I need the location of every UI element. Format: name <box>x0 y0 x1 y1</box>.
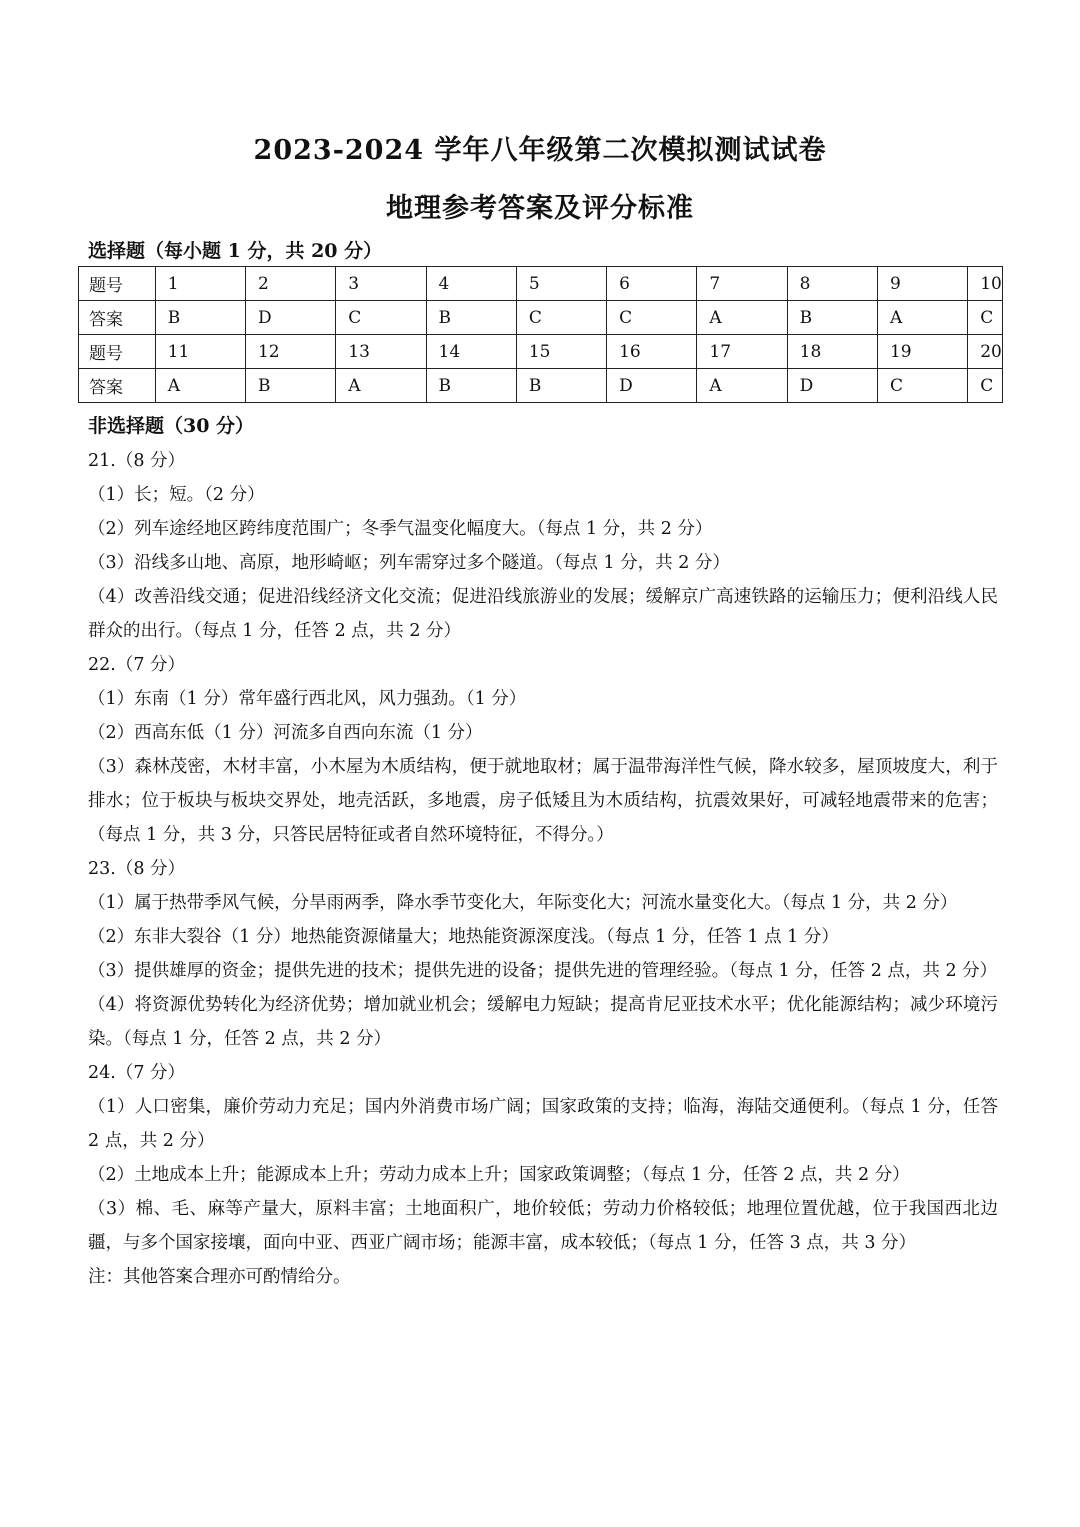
table-cell: C <box>336 301 426 335</box>
table-cell: D <box>787 369 877 403</box>
table-row <box>79 267 1003 301</box>
answer-line: （4）改善沿线交通；促进沿线经济文化交流；促进沿线旅游业的发展；缓解京广高速铁路的运输压力；便利沿线人民群众的出行。（每点 1 分，任答 2 点，共 2 分） <box>88 587 998 641</box>
table-cell: C <box>877 369 967 403</box>
question-heading: 24.（7 分） <box>88 1063 186 1083</box>
table-row <box>79 369 1003 403</box>
table-cell: B <box>245 369 335 403</box>
table-cell: B <box>155 301 245 335</box>
table-row <box>79 301 1003 335</box>
answer-line: （1）人口密集，廉价劳动力充足；国内外消费市场广阔；国家政策的支持；临海，海陆交通便利。（每点 1 分，任答 2 点，共 2 分） <box>88 1097 998 1151</box>
answer-line: （2）东非大裂谷（1 分）地热能资源储量大；地热能资源深度浅。（每点 1 分，任答 1 点 1 分） <box>88 927 839 947</box>
table-cell: D <box>607 369 697 403</box>
footnote: 注：其他答案合理亦可酌情给分。 <box>88 1267 351 1287</box>
table-cell: C <box>968 301 1003 335</box>
question-heading: 21.（8 分） <box>88 451 186 471</box>
table-cell: A <box>336 369 426 403</box>
table-cell: B <box>787 301 877 335</box>
table-cell: 6 <box>607 267 697 301</box>
table-cell: C <box>968 369 1003 403</box>
table-cell: A <box>877 301 967 335</box>
answer-line: （3）棉、毛、麻等产量大，原料丰富；土地面积广，地价较低；劳动力价格较低；地理位置优越，位于我国西北边疆，与多个国家接壤，面向中亚、西亚广阔市场；能源丰富，成本较低；（每点 1 分，任答 3 点，共 3 分） <box>88 1199 998 1253</box>
table-cell: 8 <box>787 267 877 301</box>
table-cell: 3 <box>336 267 426 301</box>
table-cell: 13 <box>336 335 426 369</box>
choice-section-label: 选择题（每小题 1 分，共 20 分） <box>88 240 383 262</box>
answer-line: （1）属于热带季风气候，分旱雨两季，降水季节变化大，年际变化大；河流水量变化大。（每点 1 分，共 2 分） <box>88 893 958 913</box>
table-cell: 19 <box>877 335 967 369</box>
table-cell: 题号 <box>79 267 156 301</box>
table-cell: B <box>426 369 516 403</box>
table-cell: 5 <box>516 267 606 301</box>
table-cell: 11 <box>155 335 245 369</box>
answer-line: （3）沿线多山地、高原，地形崎岖；列车需穿过多个隧道。（每点 1 分，共 2 分） <box>88 553 730 573</box>
table-cell: C <box>516 301 606 335</box>
table-cell: A <box>697 369 787 403</box>
table-cell: C <box>607 301 697 335</box>
table-cell: 题号 <box>79 335 156 369</box>
table-cell: 7 <box>697 267 787 301</box>
answer-line: （3）提供雄厚的资金；提供先进的技术；提供先进的设备；提供先进的管理经验。（每点 1 分，任答 2 点，共 2 分） <box>88 961 998 981</box>
table-cell: 4 <box>426 267 516 301</box>
table-cell: 10 <box>968 267 1003 301</box>
table-cell: 12 <box>245 335 335 369</box>
table-cell: 16 <box>607 335 697 369</box>
question-heading: 22.（7 分） <box>88 655 186 675</box>
table-cell: 2 <box>245 267 335 301</box>
table-cell: 9 <box>877 267 967 301</box>
page-title: 2023-2024 学年八年级第二次模拟测试试卷 <box>253 135 827 166</box>
answer-line: （2）西高东低（1 分）河流多自西向东流（1 分） <box>88 723 483 743</box>
table-cell: 答案 <box>79 301 156 335</box>
question-heading: 23.（8 分） <box>88 859 186 879</box>
nonchoice-section-label: 非选择题（30 分） <box>88 415 255 437</box>
choice-answer-table <box>78 266 1003 403</box>
answer-line: （3）森林茂密，木材丰富，小木屋为木质结构，便于就地取材；属于温带海洋性气候，降水较多，屋顶坡度大，利于排水；位于板块与板块交界处，地壳活跃，多地震，房子低矮且为木质结构，抗震效果好，可减轻地震带来的危害；（每点 1 分，共 3 分，只答民居特征或者自然环境特征，不得分。） <box>88 757 998 845</box>
table-cell: 17 <box>697 335 787 369</box>
answer-body <box>88 444 998 1294</box>
answer-line: （2）土地成本上升；能源成本上升；劳动力成本上升；国家政策调整；（每点 1 分，任答 2 点，共 2 分） <box>88 1165 910 1185</box>
page-subtitle: 地理参考答案及评分标准 <box>386 193 694 224</box>
table-cell: 1 <box>155 267 245 301</box>
table-row <box>79 335 1003 369</box>
table-cell: 14 <box>426 335 516 369</box>
answer-line: （1）长；短。（2 分） <box>88 485 265 505</box>
table-cell: B <box>516 369 606 403</box>
answer-line: （4）将资源优势转化为经济优势；增加就业机会；缓解电力短缺；提高肯尼亚技术水平；优化能源结构；减少环境污染。（每点 1 分，任答 2 点，共 2 分） <box>88 995 998 1049</box>
table-cell: 15 <box>516 335 606 369</box>
table-cell: 18 <box>787 335 877 369</box>
table-cell: D <box>245 301 335 335</box>
answer-line: （1）东南（1 分）常年盛行西北风，风力强劲。（1 分） <box>88 689 527 709</box>
answer-line: （2）列车途经地区跨纬度范围广；冬季气温变化幅度大。（每点 1 分，共 2 分） <box>88 519 713 539</box>
table-cell: B <box>426 301 516 335</box>
table-cell: A <box>155 369 245 403</box>
table-cell: A <box>697 301 787 335</box>
table-cell: 答案 <box>79 369 156 403</box>
table-cell: 20 <box>968 335 1003 369</box>
